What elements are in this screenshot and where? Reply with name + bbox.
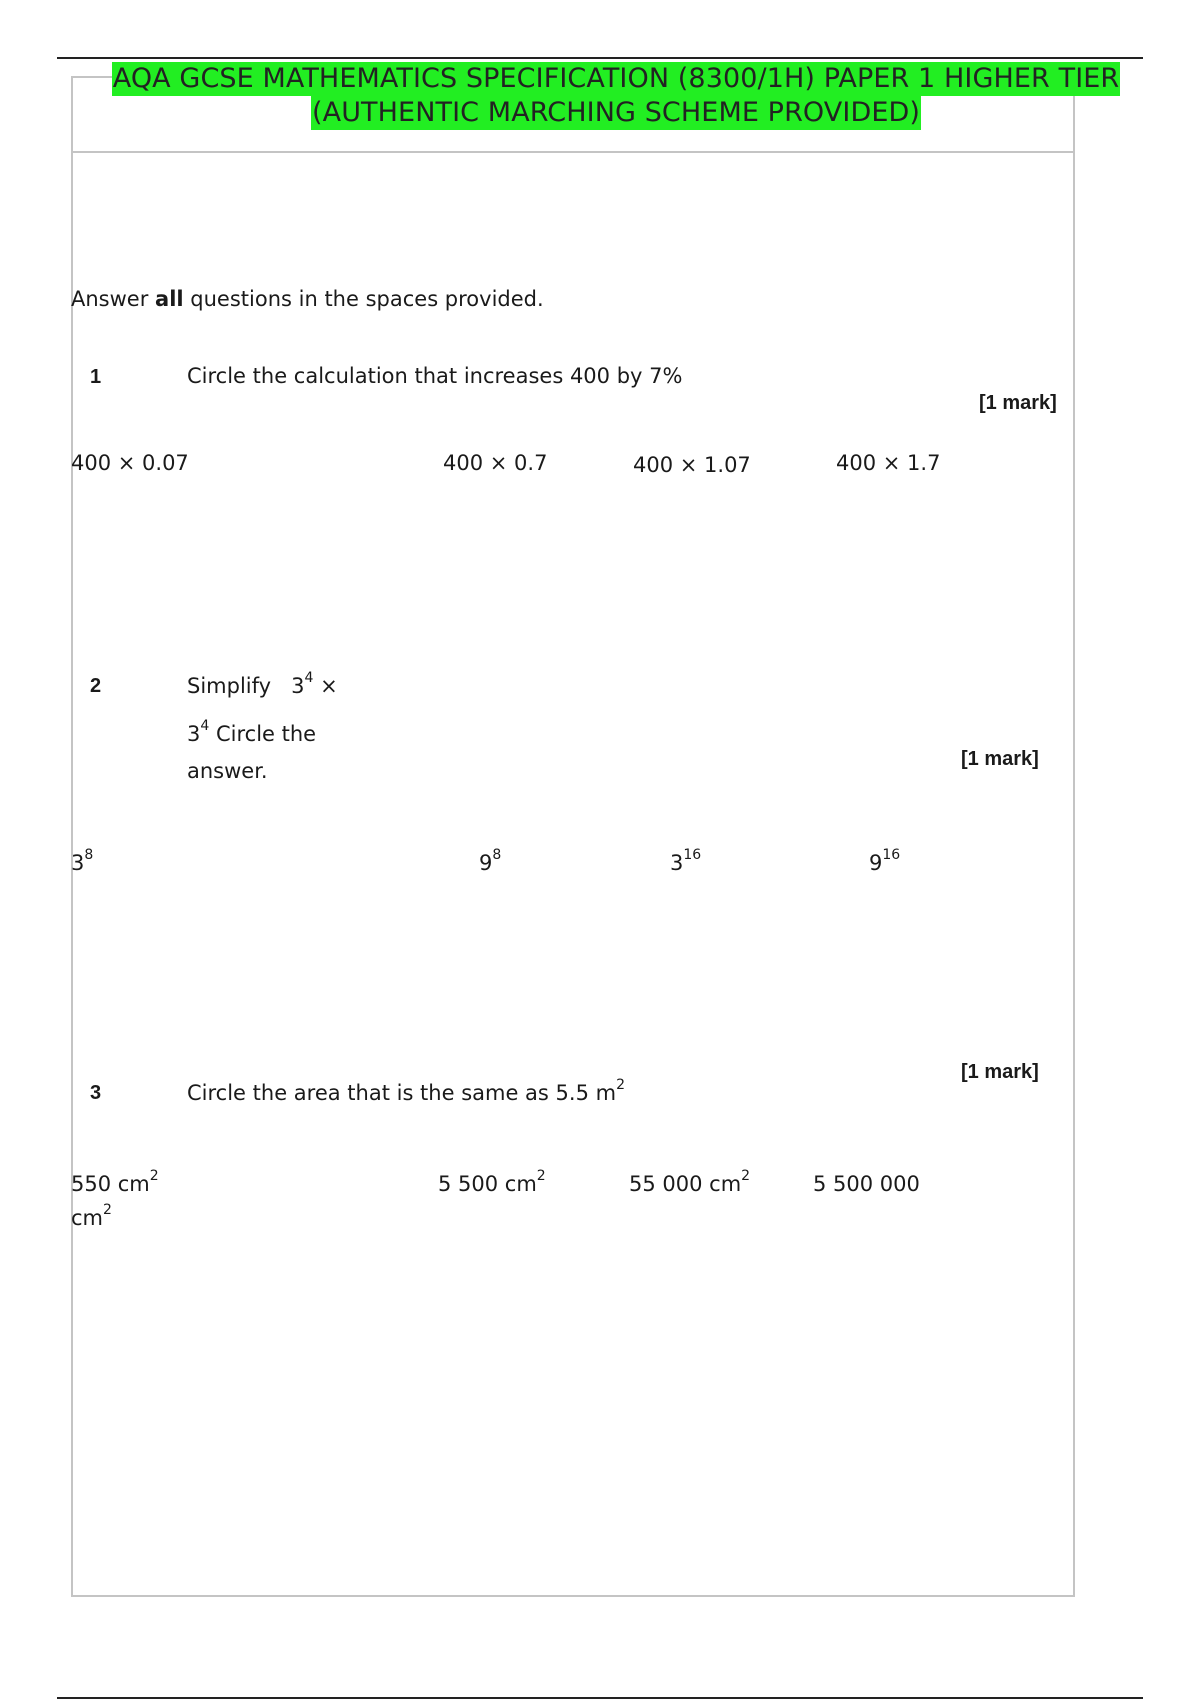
question-2-marks: [1 mark] xyxy=(961,748,1039,770)
question-2-option-4-base: 9 xyxy=(869,851,883,875)
bottom-rule xyxy=(57,1697,1143,1699)
question-2-exp: 4 xyxy=(304,670,314,686)
question-2-option-4[interactable] xyxy=(869,847,901,876)
question-3-option-4-unit-exp: 2 xyxy=(103,1202,112,1218)
question-3-option-2-value: 5 500 cm xyxy=(438,1172,537,1196)
question-3-text-main: Circle the area that is the same as 5.5 m xyxy=(187,1081,617,1105)
question-2-option-1-base: 3 xyxy=(71,851,85,875)
instructions-suffix: questions in the spaces provided. xyxy=(183,287,544,311)
question-2-base: 3 xyxy=(291,674,305,698)
question-2-times: × xyxy=(313,674,338,698)
instructions-bold: all xyxy=(155,287,184,311)
question-1-option-1[interactable]: 400 × 0.07 xyxy=(71,451,189,475)
page-title xyxy=(80,62,1152,130)
question-3-option-2-exp: 2 xyxy=(536,1168,546,1184)
question-3-option-3-exp: 2 xyxy=(741,1168,751,1184)
question-3-option-1-exp: 2 xyxy=(149,1168,159,1184)
question-2-option-1-exp: 8 xyxy=(84,847,94,863)
question-1-option-2[interactable]: 400 × 0.7 xyxy=(443,451,548,475)
question-2-option-4-exp: 16 xyxy=(882,847,901,863)
question-2-number: 2 xyxy=(90,675,102,697)
question-2-line-3: answer. xyxy=(187,759,268,783)
question-2-option-2-exp: 8 xyxy=(492,847,502,863)
question-3-text-exp: 2 xyxy=(616,1077,625,1093)
question-2-option-2[interactable] xyxy=(479,847,502,876)
question-1-option-3[interactable]: 400 × 1.07 xyxy=(633,453,751,477)
question-3-marks: [1 mark] xyxy=(961,1061,1039,1083)
question-3-option-4-unit-text: cm xyxy=(71,1206,104,1230)
question-3-option-4-unit xyxy=(71,1202,112,1231)
question-3-option-1-value: 550 cm xyxy=(71,1172,150,1196)
question-2-simplify: Simplify xyxy=(187,674,272,698)
question-3-text xyxy=(187,1077,625,1106)
question-3-option-3-value: 55 000 cm xyxy=(629,1172,742,1196)
question-2-base-2: 3 xyxy=(187,722,201,746)
question-1-text: Circle the calculation that increases 400 by 7% xyxy=(187,364,683,388)
question-3-option-4[interactable]: 5 500 000 xyxy=(813,1172,920,1196)
question-3-number: 3 xyxy=(90,1082,102,1104)
top-rule xyxy=(57,57,1143,59)
question-3-option-1[interactable] xyxy=(71,1168,159,1197)
question-2-circle-text: Circle the xyxy=(209,722,317,746)
question-2-option-3-base: 3 xyxy=(670,851,684,875)
question-2-line-2 xyxy=(187,718,317,747)
header-divider xyxy=(71,151,1075,153)
question-2-option-2-base: 9 xyxy=(479,851,493,875)
question-1-marks: [1 mark] xyxy=(979,392,1057,414)
instructions-prefix: Answer xyxy=(71,287,156,311)
question-2-line-1 xyxy=(187,670,338,699)
question-2-option-3[interactable] xyxy=(670,847,702,876)
question-1-option-4[interactable]: 400 × 1.7 xyxy=(836,451,941,475)
title-line-2: (AUTHENTIC MARCHING SCHEME PROVIDED) xyxy=(311,97,921,128)
question-2-option-1[interactable] xyxy=(71,847,94,876)
question-2-option-3-exp: 16 xyxy=(683,847,702,863)
instructions xyxy=(71,286,544,312)
question-3-option-2[interactable] xyxy=(438,1168,546,1197)
question-3-option-3[interactable] xyxy=(629,1168,751,1197)
question-1-number: 1 xyxy=(90,366,102,388)
question-2-exp-2: 4 xyxy=(200,718,210,734)
title-line-1: AQA GCSE MATHEMATICS SPECIFICATION (8300/1H) PAPER 1 HIGHER TIER xyxy=(112,63,1120,94)
